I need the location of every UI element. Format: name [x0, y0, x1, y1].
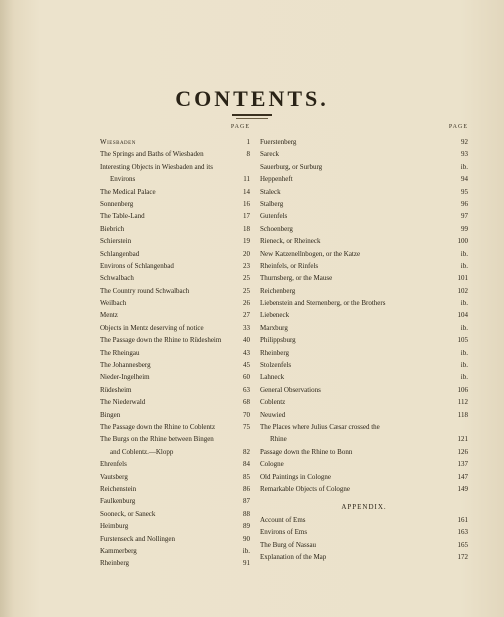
entry-title: The Places where Julius Cæsar crossed the — [260, 422, 380, 431]
entry-title: Biebrich — [100, 224, 125, 233]
contents-entry — [260, 359, 468, 371]
contents-entry — [100, 334, 250, 346]
entry-title: Liebeneck — [260, 311, 290, 320]
entry-page-number: ib. — [460, 261, 468, 270]
contents-entry — [100, 248, 250, 260]
entry-page-number: 95 — [461, 187, 468, 196]
contents-entry — [260, 210, 468, 222]
entry-title: Reichenstein — [100, 484, 137, 493]
contents-entry — [100, 186, 250, 198]
contents-entry — [100, 148, 250, 160]
entry-page-number: 26 — [243, 299, 250, 308]
entry-page-number: ib. — [242, 546, 250, 555]
contents-entry — [260, 322, 468, 334]
entry-page-number: 23 — [243, 261, 250, 270]
entry-page-number: 137 — [457, 460, 468, 469]
contents-entry — [100, 458, 250, 470]
entry-page-number: 43 — [243, 348, 250, 357]
page-column-header: PAGE — [230, 124, 250, 130]
entry-page-number: 86 — [243, 484, 250, 493]
contents-entry — [260, 223, 468, 235]
contents-entry — [260, 285, 468, 297]
entry-page-number: 165 — [457, 540, 468, 549]
entry-page-number: 163 — [457, 528, 468, 537]
contents-entry — [260, 526, 468, 538]
entry-page-number: 101 — [457, 274, 468, 283]
entry-title: Staleck — [260, 187, 281, 196]
entry-title: The Country round Schwalbach — [100, 286, 190, 295]
contents-entry — [100, 210, 250, 222]
entry-title: The Passage down the Rhine to Coblentz — [100, 422, 216, 431]
entry-title: New Katzenellnbogen, or the Katze — [260, 249, 361, 258]
entry-title: General Observations — [260, 385, 321, 394]
entry-page-number: 88 — [243, 509, 250, 518]
entry-page-number: 27 — [243, 311, 250, 320]
entry-page-number: 97 — [461, 212, 468, 221]
entry-title: Faulkenburg — [100, 497, 136, 506]
entry-title: Rheinberg — [260, 348, 290, 357]
entry-page-number: 106 — [457, 385, 468, 394]
entry-title: Environs — [110, 175, 136, 184]
entry-title: Fuerstenberg — [260, 138, 297, 146]
contents-entry — [260, 483, 468, 495]
contents-entry — [260, 198, 468, 210]
entry-page-number: 99 — [461, 224, 468, 233]
entry-page-number: 91 — [243, 559, 250, 568]
contents-entry — [100, 235, 250, 247]
entry-title: Schlangenbad — [100, 249, 140, 258]
entry-page-number: 14 — [243, 187, 250, 196]
entry-title: The Niederwald — [100, 398, 146, 407]
contents-entry — [100, 533, 250, 545]
entry-title: Rieneck, or Rheineck — [260, 237, 321, 246]
entry-title: Interesting Objects in Wiesbaden and its — [100, 162, 213, 171]
entry-page-number: 100 — [457, 237, 468, 246]
entry-page-number: ib. — [460, 249, 468, 258]
contents-entry — [260, 514, 468, 526]
contents-entry — [100, 396, 250, 408]
entry-title: Nieder-Ingelheim — [100, 373, 150, 382]
contents-entry — [260, 433, 468, 445]
contents-entry — [260, 136, 468, 148]
entry-page-number: 75 — [243, 422, 250, 431]
entry-page-number: ib. — [460, 361, 468, 370]
contents-entry — [100, 309, 250, 321]
entry-title: Schwalbach — [100, 274, 134, 283]
contents-entry — [100, 483, 250, 495]
entry-page-number: ib. — [460, 323, 468, 332]
contents-entry — [100, 359, 250, 371]
entry-page-number: 172 — [457, 552, 468, 561]
entry-page-number: 85 — [243, 472, 250, 481]
contents-entry — [260, 309, 468, 321]
contents-entry — [100, 285, 250, 297]
entry-page-number: 89 — [243, 522, 250, 531]
contents-entry — [260, 334, 468, 346]
contents-entry — [100, 347, 250, 359]
entry-page-number: 94 — [461, 175, 468, 184]
contents-entry — [100, 322, 250, 334]
contents-entry — [100, 471, 250, 483]
contents-entry — [260, 371, 468, 383]
contents-entry — [260, 421, 468, 433]
entry-title: The Burgs on the Rhine between Bingen — [100, 435, 214, 444]
entry-page-number: 70 — [243, 410, 250, 419]
entry-page-number: 149 — [457, 484, 468, 493]
contents-entry — [260, 551, 468, 563]
contents-entry — [100, 297, 250, 309]
entry-page-number: 11 — [243, 175, 250, 184]
contents-entry — [100, 136, 250, 148]
entry-title: The Table-Land — [100, 212, 145, 221]
entry-title: Objects in Mentz deserving of notice — [100, 323, 204, 332]
contents-entry — [260, 539, 468, 551]
entry-title: Environs of Ems — [260, 528, 308, 537]
entry-title: Vautsberg — [100, 472, 128, 481]
contents-entry — [260, 347, 468, 359]
entry-title: Lahneck — [260, 373, 285, 382]
page-title: CONTENTS. — [175, 86, 329, 111]
contents-entry — [260, 248, 468, 260]
entry-title: Stalberg — [260, 199, 284, 208]
entry-page-number: 161 — [457, 515, 468, 524]
entry-title: Explanation of the Map — [260, 552, 327, 561]
entry-page-number: 25 — [243, 274, 250, 283]
entry-title: Reichenberg — [260, 286, 296, 295]
entry-title: Ehrenfels — [100, 460, 127, 469]
entry-page-number: 84 — [243, 460, 250, 469]
contents-entry — [260, 161, 468, 173]
entry-page-number: 20 — [243, 249, 250, 258]
contents-entry — [260, 471, 468, 483]
contents-entry — [100, 520, 250, 532]
entry-title: Furstenseck and Nollingen — [100, 534, 176, 543]
entry-page-number: ib. — [460, 299, 468, 308]
entry-title: Rheinberg — [100, 559, 130, 568]
entry-title: Thurnsberg, or the Mause — [260, 274, 333, 283]
entry-title: Gutenfels — [260, 212, 288, 221]
entry-title: Environs of Schlangenbad — [100, 261, 174, 270]
contents-entry — [100, 161, 250, 173]
contents-left-column — [100, 124, 250, 570]
contents-entry — [100, 446, 250, 458]
entry-page-number: 8 — [246, 150, 250, 159]
entry-title: Account of Ems — [260, 515, 306, 524]
entry-page-number: 1 — [246, 138, 250, 146]
entry-page-number: 93 — [461, 150, 468, 159]
entry-title: Coblentz — [260, 398, 286, 407]
contents-entry — [100, 371, 250, 383]
contents-entry — [100, 508, 250, 520]
entry-page-number: 102 — [457, 286, 468, 295]
entry-title: APPENDIX. — [341, 503, 387, 512]
entry-page-number: 90 — [243, 534, 250, 543]
entry-page-number: 25 — [243, 286, 250, 295]
entry-page-number: 92 — [461, 138, 468, 146]
contents-entry — [100, 409, 250, 421]
entry-page-number: 68 — [243, 398, 250, 407]
contents-entry — [100, 495, 250, 507]
entry-page-number: 18 — [243, 224, 250, 233]
entry-title: Sauerburg, or Surburg — [260, 162, 323, 171]
entry-title: Schoenberg — [260, 224, 293, 233]
contents-entry — [260, 186, 468, 198]
entry-title: Philippsburg — [260, 336, 296, 345]
entry-title: Passage down the Rhine to Bonn — [260, 447, 353, 456]
entry-title: Heimburg — [100, 522, 129, 531]
entry-title: The Springs and Baths of Wiesbaden — [100, 150, 204, 159]
contents-entry — [100, 223, 250, 235]
entry-title: Heppenheft — [260, 175, 293, 184]
page-column-header: PAGE — [448, 124, 468, 130]
contents-entry — [260, 384, 468, 396]
entry-page-number: 16 — [243, 199, 250, 208]
entry-title: Wiesbaden — [100, 138, 136, 146]
entry-page-number: 19 — [243, 237, 250, 246]
contents-entry — [260, 446, 468, 458]
contents-right-column — [260, 124, 468, 563]
entry-title: Rhine — [270, 435, 287, 444]
entry-page-number: 60 — [243, 373, 250, 382]
entry-title: Liebenstein and Sternenberg, or the Brothers — [260, 299, 386, 308]
entry-title: Sareck — [260, 150, 280, 159]
contents-entry — [260, 297, 468, 309]
entry-title: Mentz — [100, 311, 118, 320]
entry-title: and Coblentz.—Klopp — [110, 447, 174, 456]
title-rule-thin — [236, 118, 268, 119]
contents-entry — [260, 235, 468, 247]
appendix-heading — [260, 501, 468, 513]
entry-page-number: 87 — [243, 497, 250, 506]
entry-page-number: 17 — [243, 212, 250, 221]
entry-title: Marxburg — [260, 323, 288, 332]
contents-entry — [260, 148, 468, 160]
entry-title: Neuwied — [260, 410, 286, 419]
contents-entry — [100, 433, 250, 445]
contents-entry — [260, 260, 468, 272]
entry-page-number: ib. — [460, 162, 468, 171]
entry-title: The Passage down the Rhine to Rüdesheim — [100, 336, 222, 345]
entry-page-number: 63 — [243, 385, 250, 394]
entry-title: Rüdesheim — [100, 385, 132, 394]
contents-entry — [260, 458, 468, 470]
entry-page-number: ib. — [460, 373, 468, 382]
entry-title: Weilbach — [100, 299, 127, 308]
entry-page-number: 126 — [457, 447, 468, 456]
entry-title: Kammerberg — [100, 546, 137, 555]
contents-entry — [100, 421, 250, 433]
entry-title: Rheinfels, or Rinfels — [260, 261, 319, 270]
contents-entry — [100, 198, 250, 210]
contents-entry — [100, 545, 250, 557]
contents-entry — [100, 557, 250, 569]
entry-page-number: 147 — [457, 472, 468, 481]
entry-page-number: 105 — [457, 336, 468, 345]
entry-page-number: 121 — [457, 435, 468, 444]
entry-title: Old Paintings in Cologne — [260, 472, 331, 481]
entry-title: Stolzenfels — [260, 361, 292, 370]
contents-entry — [100, 173, 250, 185]
entry-title: Schierstein — [100, 237, 132, 246]
entry-page-number: 112 — [457, 398, 468, 407]
contents-entry — [100, 272, 250, 284]
contents-entry — [100, 384, 250, 396]
entry-title: The Johannesberg — [100, 361, 151, 370]
entry-title: Cologne — [260, 460, 284, 469]
title-rule — [232, 114, 272, 116]
contents-entry — [260, 409, 468, 421]
entry-page-number: 40 — [243, 336, 250, 345]
entry-page-number: ib. — [460, 348, 468, 357]
entry-title: Sonnenberg — [100, 199, 134, 208]
entry-page-number: 96 — [461, 199, 468, 208]
entry-page-number: 82 — [243, 447, 250, 456]
contents-entry — [260, 173, 468, 185]
contents-entry — [260, 272, 468, 284]
contents-entry — [100, 260, 250, 272]
entry-page-number: 45 — [243, 361, 250, 370]
entry-page-number: 104 — [457, 311, 468, 320]
entry-page-number: 33 — [243, 323, 250, 332]
entry-title: Sooneck, or Saneck — [100, 509, 156, 518]
entry-title: The Burg of Nassau — [260, 540, 317, 549]
entry-title: Remarkable Objects of Cologne — [260, 484, 351, 493]
contents-entry — [260, 396, 468, 408]
entry-title: Bingen — [100, 410, 121, 419]
entry-title: The Medical Palace — [100, 187, 156, 196]
entry-page-number: 118 — [457, 410, 468, 419]
entry-title: The Rheingau — [100, 348, 140, 357]
